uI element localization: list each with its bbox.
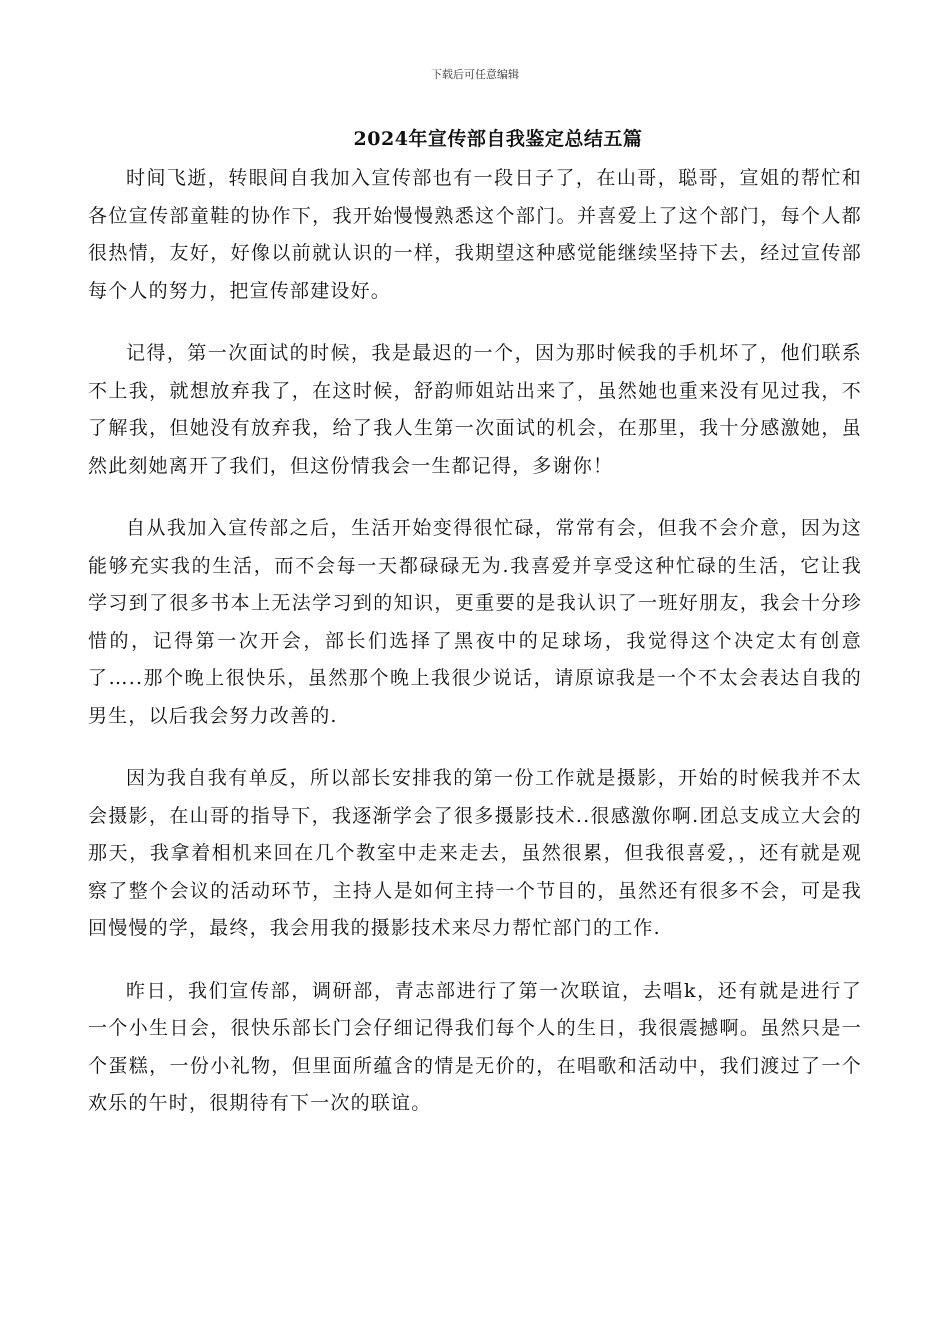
paragraph-4: 因为我自我有单反，所以部长安排我的第一份工作就是摄影，开始的时候我并不太会摄影，在山哥的指导下，我逐渐学会了很多摄影技术..很感激你啊.团总支成立大会的那天，我拿着相机来回在几个教室中走来走去，虽然很累，但我很喜爱，，还有就是观察了整个会议的活动环节，主持人是如何主持一个节目的，虽然还有很多不会，可是我回慢慢的学，最终，我会用我的摄影技术来尽力帮忙部门的工作. xyxy=(88,767,862,939)
document-body xyxy=(88,160,862,1148)
paragraph-1: 时间飞逝，转眼间自我加入宣传部也有一段日子了，在山哥，聪哥，宣姐的帮忙和各位宣传部童鞋的协作下，我开始慢慢熟悉这个部门。并喜爱上了这个部门，每个人都很热情，友好，好像以前就认识的一样，我期望这种感觉能继续坚持下去，经过宣传部每个人的努力，把宣传部建设好。 xyxy=(88,167,862,302)
paragraph-5: 昨日，我们宣传部，调研部，青志部进行了第一次联谊，去唱k，还有就是进行了一个小生日会，很快乐部长门会仔细记得我们每个人的生日，我很震撼啊。虽然只是一个蛋糕，一份小礼物，但里面所蕴含的情是无价的，在唱歌和活动中，我们渡过了一个欢乐的午时，很期待有下一次的联谊。 xyxy=(88,979,862,1114)
header-note: 下载后可任意编辑 xyxy=(431,68,519,81)
paragraph-3: 自从我加入宣传部之后，生活开始变得很忙碌，常常有会，但我不会介意，因为这能够充实我的生活，而不会每一天都碌碌无为.我喜爱并享受这种忙碌的生活，它让我学习到了很多书本上无法学习到的知识，更重要的是我认识了一班好朋友，我会十分珍惜的，记得第一次开会，部长们选择了黑夜中的足球场，我觉得这个决定太有创意了…..那个晚上很快乐，虽然那个晚上我很少说话，请原谅我是一个不太会表达自我的男生，以后我会努力改善的. xyxy=(88,517,862,727)
document-title: 2024年宣传部自我鉴定总结五篇 xyxy=(353,128,643,150)
paragraph-2: 记得，第一次面试的时候，我是最迟的一个，因为那时候我的手机坏了，他们联系不上我，就想放弃我了，在这时候，舒韵师姐站出来了，虽然她也重来没有见过我，不了解我，但她没有放弃我，给了我人生第一次面试的机会，在那里，我十分感激她，虽然此刻她离开了我们，但这份情我会一生都记得，多谢你！ xyxy=(88,342,862,477)
